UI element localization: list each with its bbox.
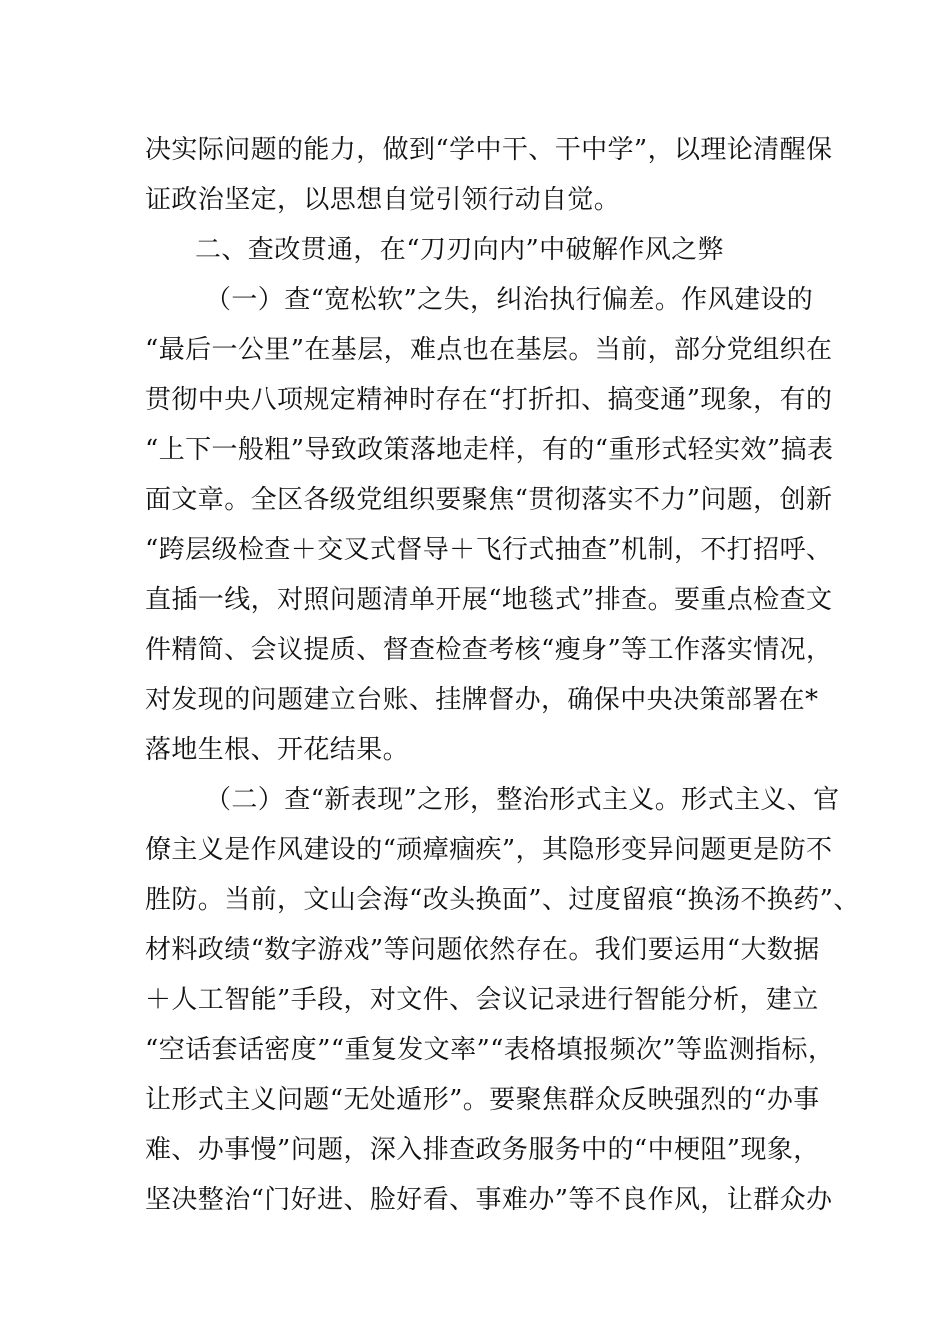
body-text-line: 决实际问题的能力，做到“学中干、干中学”，以理论清醒保 <box>145 135 833 165</box>
body-text-line: “跨层级检查＋交叉式督导＋飞行式抽查”机制，不打招呼、 <box>145 535 833 565</box>
body-text-line: 让形式主义问题“无处遁形”。要聚焦群众反映强烈的“办事 <box>145 1085 820 1115</box>
body-text-line: 难、办事慢”问题，深入排查政务服务中的“中梗阻”现象， <box>145 1135 820 1165</box>
subsection-heading-line: （一）查“宽松软”之失，纠治执行偏差。作风建设的 <box>205 285 814 315</box>
body-text-line: 贯彻中央八项规定精神时存在“打折扣、搞变通”现象，有的 <box>145 385 833 415</box>
body-text-line: 直插一线，对照问题清单开展“地毯式”排查。要重点检查文 <box>145 585 833 615</box>
body-text-line: 面文章。全区各级党组织要聚焦“贯彻落实不力”问题，创新 <box>145 485 833 515</box>
body-text-line: 胜防。当前，文山会海“改头换面”、过度留痕“换汤不换药”、 <box>145 885 860 915</box>
body-text-line: 落地生根、开花结果。 <box>145 735 410 765</box>
body-text-line: “最后一公里”在基层，难点也在基层。当前，部分党组织在 <box>145 335 833 365</box>
body-text-line: “空话套话密度”“重复发文率”“表格填报频次”等监测指标， <box>145 1035 835 1065</box>
body-text-line: 对发现的问题建立台账、挂牌督办，确保中央决策部署在* <box>145 685 819 715</box>
body-text-line: 坚决整治“门好进、脸好看、事难办”等不良作风，让群众办 <box>145 1185 833 1215</box>
body-text-line: 证政治坚定，以思想自觉引领行动自觉。 <box>145 185 621 215</box>
body-text-line: 材料政绩“数字游戏”等问题依然存在。我们要运用“大数据 <box>145 935 820 965</box>
body-text-line: 僚主义是作风建设的“顽瘴痼疾”，其隐形变异问题更是防不 <box>145 835 833 865</box>
body-text-line: “上下一般粗”导致政策落地走样，有的“重形式轻实效”搞表 <box>145 435 834 465</box>
subsection-heading-line: （二）查“新表现”之形，整治形式主义。形式主义、官 <box>205 785 840 815</box>
body-text-line: ＋人工智能”手段，对文件、会议记录进行智能分析，建立 <box>145 985 819 1015</box>
section-heading: 二、查改贯通，在“刀刃向内”中破解作风之弊 <box>195 235 724 265</box>
body-text-line: 件精简、会议提质、督查检查考核“瘦身”等工作落实情况， <box>145 635 833 665</box>
